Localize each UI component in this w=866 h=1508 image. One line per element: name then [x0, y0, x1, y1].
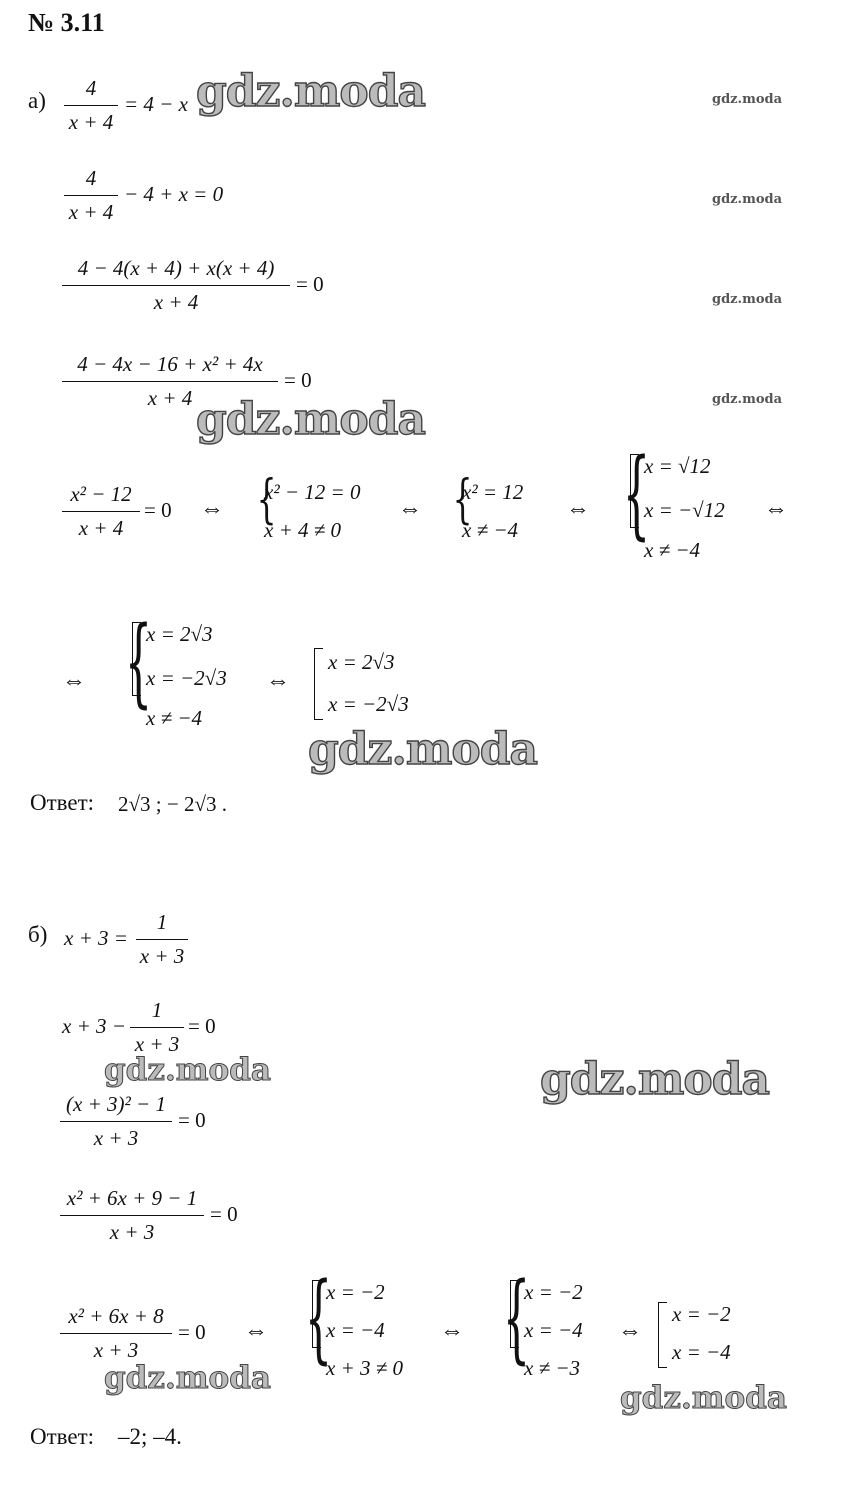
- part-a-sys3-set2: x = −√12: [644, 498, 725, 522]
- equiv-symbol: ⇔: [398, 496, 422, 522]
- equiv-symbol: ⇔: [244, 1318, 268, 1344]
- part-b-eq2-lhs: x + 3 −: [62, 1014, 126, 1038]
- set-bracket: [314, 648, 323, 720]
- answer-b-value: –2; –4.: [118, 1424, 182, 1449]
- watermark: gdz.moda: [620, 1380, 787, 1416]
- watermark: gdz.moda: [540, 1054, 770, 1105]
- equiv-symbol: ⇔: [266, 668, 290, 694]
- answer-label: Ответ:: [30, 1424, 95, 1449]
- part-a-sys1-line1: x² − 12 = 0: [264, 480, 361, 504]
- part-a-eq3-rhs: = 0: [296, 272, 324, 296]
- part-b-eq3-rhs: = 0: [178, 1108, 206, 1132]
- answer-a-value: 2√3 ; − 2√3 .: [118, 792, 227, 816]
- watermark: gdz.moda: [712, 292, 783, 307]
- part-a-sys2-line1: x² = 12: [462, 480, 524, 504]
- set-bracket: [312, 1280, 321, 1348]
- set-bracket: [630, 454, 639, 528]
- part-b-eq5-rhs: = 0: [178, 1320, 206, 1344]
- part-b-eq1-lhs: x + 3 =: [64, 926, 128, 950]
- watermark: gdz.moda: [308, 724, 538, 775]
- equiv-symbol: ⇔: [200, 496, 224, 522]
- part-b-eq1-fraction: 1 x + 3: [136, 912, 188, 967]
- part-a-eq5-rhs: = 0: [144, 498, 172, 522]
- problem-number: № 3.11: [28, 8, 105, 37]
- part-a-eq4-fraction: 4 − 4x − 16 + x² + 4x x + 4: [62, 354, 278, 409]
- part-b-eq3-fraction: (x + 3)² − 1 x + 3: [60, 1094, 172, 1149]
- part-a-sys2-line2: x ≠ −4: [462, 518, 519, 542]
- equiv-symbol: ⇔: [618, 1318, 642, 1344]
- part-a-eq2-fraction: 4 x + 4: [64, 168, 118, 223]
- part-b-eq4-fraction: x² + 6x + 9 − 1 x + 3: [60, 1188, 204, 1243]
- equiv-symbol: ⇔: [566, 496, 590, 522]
- part-b-sys2-set2: x = −4: [524, 1318, 583, 1342]
- system-brace: {: [502, 1262, 531, 1374]
- part-a-sys3-set1: x = √12: [644, 454, 711, 478]
- part-b-final1: x = −2: [672, 1302, 731, 1326]
- part-b-sys2-cond: x ≠ −3: [524, 1356, 581, 1380]
- part-a-sys4-set1: x = 2√3: [146, 622, 213, 646]
- part-a-eq2-rhs: − 4 + x = 0: [124, 182, 224, 206]
- system-brace: {: [304, 1262, 333, 1374]
- part-b-sys2-set1: x = −2: [524, 1280, 583, 1304]
- system-brace: {: [124, 606, 153, 718]
- part-b-final2: x = −4: [672, 1340, 731, 1364]
- watermark: gdz.moda: [712, 92, 783, 107]
- part-a-final1: x = 2√3: [328, 650, 395, 674]
- part-a-eq3-fraction: 4 − 4(x + 4) + x(x + 4) x + 4: [62, 258, 290, 313]
- part-b-eq2-rhs: = 0: [188, 1014, 216, 1038]
- watermark: gdz.moda: [712, 192, 783, 207]
- watermark: gdz.moda: [104, 1052, 271, 1088]
- watermark: gdz.moda: [104, 1360, 271, 1396]
- watermark: gdz.moda: [196, 66, 426, 117]
- part-a-eq5-fraction: x² − 12 x + 4: [62, 484, 140, 539]
- system-brace: {: [452, 470, 473, 530]
- part-a-sys3-cond: x ≠ −4: [644, 538, 701, 562]
- part-a-label: а): [28, 88, 46, 113]
- part-b-sys1-set2: x = −4: [326, 1318, 385, 1342]
- watermark: gdz.moda: [196, 394, 426, 445]
- equiv-symbol: ⇔: [62, 668, 86, 694]
- part-b-eq5-fraction: x² + 6x + 8 x + 3: [60, 1306, 172, 1361]
- answer-label: Ответ:: [30, 790, 95, 815]
- part-a-final2: x = −2√3: [328, 692, 409, 716]
- set-bracket: [132, 622, 141, 696]
- equiv-symbol: ⇔: [440, 1318, 464, 1344]
- part-a-eq1-fraction: 4 x + 4: [64, 78, 118, 133]
- set-bracket: [658, 1302, 667, 1368]
- part-a-sys4-set2: x = −2√3: [146, 666, 227, 690]
- part-a-eq4-rhs: = 0: [284, 368, 312, 392]
- equiv-symbol: ⇔: [764, 496, 788, 522]
- watermark: gdz.moda: [712, 392, 783, 407]
- system-brace: {: [256, 470, 277, 530]
- part-a-sys4-cond: x ≠ −4: [146, 706, 203, 730]
- set-bracket: [510, 1280, 519, 1348]
- part-b-sys1-set1: x = −2: [326, 1280, 385, 1304]
- part-a-sys1-line2: x + 4 ≠ 0: [264, 518, 342, 542]
- part-b-label: б): [28, 922, 48, 947]
- system-brace: {: [622, 438, 651, 550]
- part-b-sys1-cond: x + 3 ≠ 0: [326, 1356, 404, 1380]
- part-b-eq4-rhs: = 0: [210, 1202, 238, 1226]
- part-a-eq1-rhs: = 4 − x: [124, 92, 188, 116]
- part-b-eq2-fraction: 1 x + 3: [130, 1000, 184, 1055]
